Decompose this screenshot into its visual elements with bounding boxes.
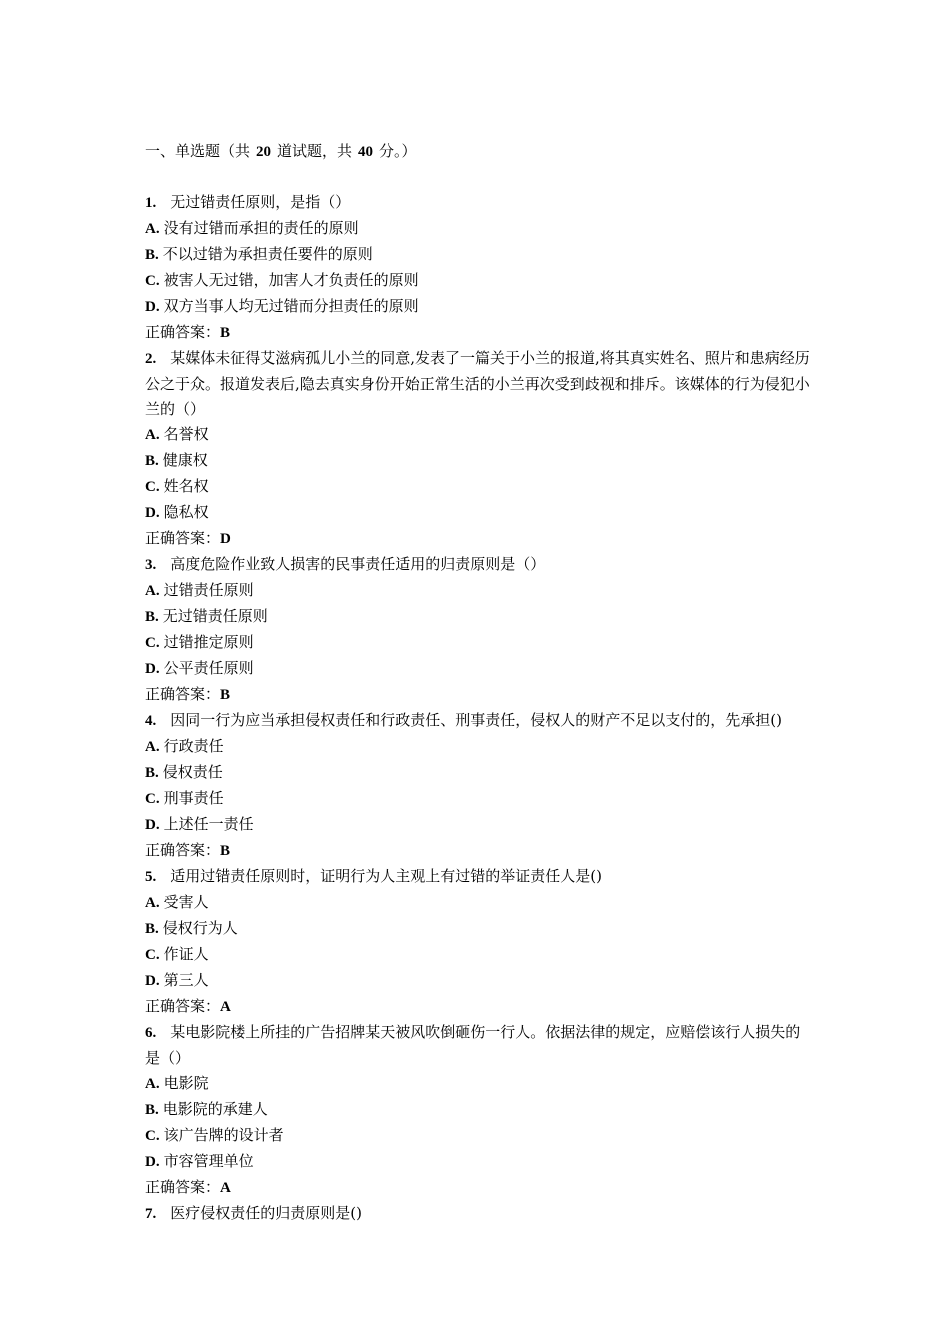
option-item — [145, 1097, 815, 1123]
option-letter: B. — [145, 609, 159, 625]
option-item — [145, 812, 815, 838]
question-number: 6. — [145, 1025, 157, 1041]
option-text: 过错推定原则 — [163, 633, 254, 651]
option-item — [145, 890, 815, 916]
option-letter: C. — [145, 947, 160, 963]
answer-value: A — [220, 999, 231, 1015]
option-letter: D. — [145, 1154, 160, 1170]
option-letter: D. — [145, 973, 160, 989]
option-item — [145, 1149, 815, 1175]
option-text: 双方当事人均无过错而分担责任的原则 — [163, 297, 419, 315]
correct-answer — [145, 682, 815, 708]
answer-label: 正确答案： — [145, 323, 221, 341]
option-text: 电影院 — [163, 1074, 209, 1092]
question-number: 1. — [145, 195, 157, 211]
option-item — [145, 500, 815, 526]
option-item — [145, 630, 815, 656]
option-item — [145, 268, 815, 294]
option-letter: D. — [145, 661, 160, 677]
question-number: 5. — [145, 869, 157, 885]
option-letter: D. — [145, 299, 160, 315]
option-text: 被害人无过错，加害人才负责任的原则 — [163, 271, 419, 289]
option-text: 隐私权 — [163, 503, 209, 521]
question-block — [145, 552, 815, 708]
answer-label: 正确答案： — [145, 1178, 221, 1196]
question-stem — [145, 708, 815, 734]
option-letter: B. — [145, 1102, 159, 1118]
question-block — [145, 1201, 815, 1227]
option-letter: C. — [145, 273, 160, 289]
question-text: 无过错责任原则，是指（） — [170, 193, 351, 211]
option-item — [145, 474, 815, 500]
option-text: 侵权责任 — [162, 763, 223, 781]
question-text: 某媒体未征得艾滋病孤儿小兰的同意,发表了一篇关于小兰的报道,将其真实姓名、照片和患病经历公之于众。报道发表后,隐去真实身份开始正常生活的小兰再次受到歧视和排斥。该媒体的行为侵犯小兰的（） — [145, 349, 810, 418]
option-item — [145, 1071, 815, 1097]
option-text: 名誉权 — [163, 425, 209, 443]
option-text: 无过错责任原则 — [162, 607, 268, 625]
section-prefix: 一、单选题（共 — [145, 142, 251, 160]
option-text: 不以过错为承担责任要件的原则 — [162, 245, 373, 263]
correct-answer — [145, 994, 815, 1020]
answer-value: A — [220, 1180, 231, 1196]
option-letter: A. — [145, 427, 160, 443]
option-letter: C. — [145, 791, 160, 807]
option-letter: A. — [145, 739, 160, 755]
answer-value: B — [220, 687, 231, 703]
option-text: 过错责任原则 — [163, 581, 254, 599]
question-stem — [145, 346, 815, 422]
correct-answer — [145, 838, 815, 864]
option-letter: C. — [145, 479, 160, 495]
correct-answer — [145, 526, 815, 552]
correct-answer — [145, 1175, 815, 1201]
question-text: 适用过错责任原则时，证明行为人主观上有过错的举证责任人是() — [170, 867, 602, 885]
option-text: 作证人 — [163, 945, 209, 963]
question-number: 7. — [145, 1206, 157, 1222]
option-letter: D. — [145, 505, 160, 521]
answer-label: 正确答案： — [145, 529, 221, 547]
option-text: 健康权 — [162, 451, 208, 469]
option-letter: B. — [145, 921, 159, 937]
answer-value: B — [220, 843, 231, 859]
option-item — [145, 968, 815, 994]
option-text: 公平责任原则 — [163, 659, 254, 677]
question-stem — [145, 552, 815, 578]
total-points: 40 — [358, 144, 374, 160]
question-block — [145, 1020, 815, 1201]
option-item — [145, 578, 815, 604]
option-text: 第三人 — [163, 971, 209, 989]
option-item — [145, 216, 815, 242]
answer-value: D — [220, 531, 231, 547]
answer-value: B — [220, 325, 231, 341]
option-text: 受害人 — [163, 893, 209, 911]
question-count: 20 — [256, 144, 272, 160]
option-letter: B. — [145, 453, 159, 469]
option-item — [145, 294, 815, 320]
option-item — [145, 734, 815, 760]
question-text: 高度危险作业致人损害的民事责任适用的归责原则是（） — [170, 555, 546, 573]
question-text: 医疗侵权责任的归责原则是() — [170, 1204, 362, 1222]
answer-label: 正确答案： — [145, 685, 221, 703]
question-block — [145, 864, 815, 1020]
correct-answer — [145, 320, 815, 346]
option-letter: D. — [145, 817, 160, 833]
option-text: 没有过错而承担的责任的原则 — [163, 219, 359, 237]
option-text: 行政责任 — [163, 737, 224, 755]
option-item — [145, 786, 815, 812]
question-text: 因同一行为应当承担侵权责任和行政责任、刑事责任，侵权人的财产不足以支付的，先承担() — [170, 711, 782, 729]
option-item — [145, 242, 815, 268]
option-text: 上述任一责任 — [163, 815, 254, 833]
section-middle: 道试题，共 — [277, 142, 353, 160]
option-text: 电影院的承建人 — [162, 1100, 268, 1118]
option-letter: A. — [145, 895, 160, 911]
option-item — [145, 942, 815, 968]
question-stem — [145, 864, 815, 890]
question-block — [145, 346, 815, 552]
option-text: 刑事责任 — [163, 789, 224, 807]
answer-label: 正确答案： — [145, 997, 221, 1015]
option-item — [145, 1123, 815, 1149]
option-item — [145, 760, 815, 786]
question-number: 4. — [145, 713, 157, 729]
option-letter: B. — [145, 247, 159, 263]
option-text: 姓名权 — [163, 477, 209, 495]
option-letter: A. — [145, 583, 160, 599]
option-text: 市容管理单位 — [163, 1152, 254, 1170]
option-text: 该广告牌的设计者 — [163, 1126, 284, 1144]
question-stem — [145, 190, 815, 216]
question-text: 某电影院楼上所挂的广告招牌某天被风吹倒砸伤一行人。依据法律的规定，应赔偿该行人损失的是（） — [145, 1023, 801, 1067]
option-letter: B. — [145, 765, 159, 781]
question-stem — [145, 1020, 815, 1071]
exam-document — [145, 139, 815, 1227]
question-number: 2. — [145, 351, 157, 367]
option-text: 侵权行为人 — [162, 919, 238, 937]
option-letter: C. — [145, 1128, 160, 1144]
option-item — [145, 656, 815, 682]
question-list — [145, 190, 815, 1227]
option-item — [145, 422, 815, 448]
option-item — [145, 916, 815, 942]
answer-label: 正确答案： — [145, 841, 221, 859]
option-item — [145, 448, 815, 474]
question-stem — [145, 1201, 815, 1227]
option-item — [145, 604, 815, 630]
question-number: 3. — [145, 557, 157, 573]
section-suffix: 分。） — [379, 142, 417, 160]
section-header — [145, 139, 815, 165]
question-block — [145, 708, 815, 864]
question-block — [145, 190, 815, 346]
option-letter: A. — [145, 221, 160, 237]
option-letter: C. — [145, 635, 160, 651]
option-letter: A. — [145, 1076, 160, 1092]
